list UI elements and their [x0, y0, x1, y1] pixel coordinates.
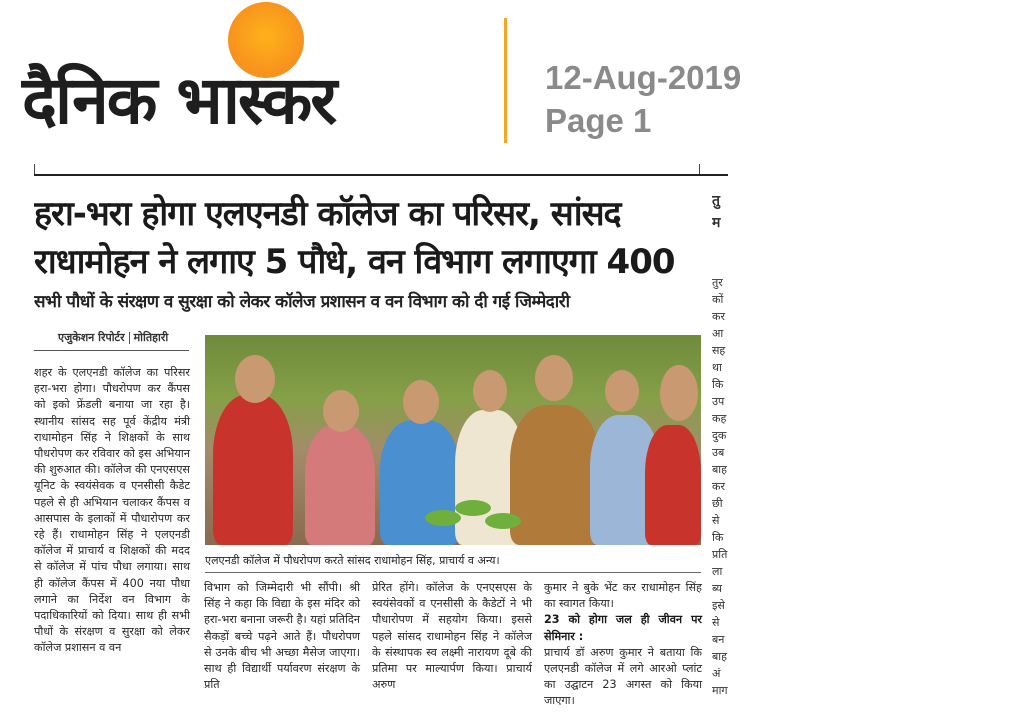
strip-line: कि: [712, 531, 724, 544]
photo-person: [213, 395, 293, 545]
strip-line: दुक: [712, 429, 727, 442]
strip-line: सह: [712, 344, 726, 357]
strip-line: छी: [712, 497, 723, 510]
col4-subhead: 23 को होगा जल ही जीवन पर सेमिनार :: [544, 613, 702, 643]
strip-lines: [712, 274, 732, 699]
article-subheadline: सभी पौधों के संरक्षण व सुरक्षा को लेकर कॉलेज प्रशासन व वन विभाग को दी गई जिम्मेदारी: [34, 292, 570, 312]
plant-leaf: [455, 500, 491, 516]
photo-person: [510, 405, 600, 545]
photo-head: [403, 380, 439, 424]
strip-line: से: [712, 514, 720, 527]
edition-date: 12-Aug-2019: [545, 59, 742, 96]
body-column-4: [544, 580, 702, 710]
strip-line: बाह: [712, 463, 727, 476]
photo-person: [645, 425, 701, 545]
photo-person: [380, 420, 460, 545]
strip-line: इसे: [712, 599, 725, 612]
headline-line-1: हरा-भरा होगा एलएनडी कॉलेज का परिसर, सांसद: [34, 194, 621, 234]
byline-place: मोतिहारी: [133, 331, 169, 344]
strip-line: कर: [712, 310, 725, 323]
byline-rule: [34, 350, 189, 351]
photo-head: [535, 355, 573, 401]
strip-line: उप: [712, 395, 725, 408]
strip-line: ला: [712, 565, 723, 578]
strip-line: अं: [712, 667, 721, 680]
strip-line: कह: [712, 412, 727, 425]
newspaper-logo: [22, 0, 472, 150]
edition-page: Page 1: [545, 102, 652, 139]
body-column-2: विभाग को जिम्मेदारी भी सौंपी। श्री सिंह ने कहा कि विद्या के इस मंदिर को हरा-भरा बनाना जरूरी है। यहां प्रतिदिन सैकड़ों बच्चे पढ़ने आते हैं। पौधरोपण से उनके बीच भी अच्छा मैसेज जाएगा। साथ ही विद्यार्थी पर्यावरण संरक्षण के प्रति: [204, 581, 360, 692]
column-tick: [34, 164, 35, 174]
strip-line: माग: [712, 684, 728, 697]
photo-person: [305, 425, 375, 545]
strip-line: बन: [712, 633, 725, 646]
col4-text-2: प्राचार्य डॉ अरुण कुमार ने बताया कि एलएनडी कॉलेज में लगे आरओ प्लांट का उद्घाटन 23 अगस्त को किया जाएगा।: [544, 645, 702, 708]
body-column-1: शहर के एलएनडी कॉलेज का परिसर हरा-भरा होगा। पौधरोपण कर कैंपस को इको फ्रेंडली बनाया जा रहा है। स्थानीय सांसद सह पूर्व केंद्रीय मंत्री राधामोहन सिंह ने शिक्षकों के साथ पौधरोपण कर रविवार को इस अभियान की शुरुआत की। कॉलेज की एनएसएस यूनिट के स्वयंसेवक व एनसीसी कैडेट पहले से ही अभियान चलाकर कैंपस व आसपास के इलाकों में पौधारोपण कर रहे हैं। राधामोहन सिंह ने एलएनडी कॉलेज में प्राचार्य व शिक्षकों की मदद से कॉलेज में पांच पौधा लगाया। साथ ही कॉलेज कैंपस में 400 नया पौधा लगाने का निर्देश वन विभाग के पदाधिकारियों को दिया। साथ ही सभी पौधों के संरक्षण व सुरक्षा को लेकर कॉलेज प्रशासन व वन: [34, 366, 190, 655]
byline-reporter: एजुकेशन रिपोर्टर: [58, 331, 125, 344]
headline-line-2: राधामोहन ने लगाए 5 पौधे, वन विभाग लगाएगा 400: [34, 242, 675, 282]
strip-head-2: म: [712, 215, 721, 231]
plant-leaf: [485, 513, 521, 529]
strip-line: उब: [712, 446, 725, 459]
caption-rule: [205, 572, 701, 573]
strip-line: था: [712, 361, 722, 374]
strip-line: तुर: [712, 276, 723, 289]
photo-caption: एलएनडी कॉलेज में पौधरोपण करते सांसद राधामोहन सिंह, प्राचार्य व अन्य।: [205, 554, 500, 567]
photo-head: [660, 365, 698, 421]
photo-head: [235, 355, 275, 403]
body-column-3: प्रेरित होंगे। कॉलेज के एनएसएस के स्वयंसेवकों व एनसीसी के कैडेटों ने भी पौधारोपण में सहयोग किया। इससे पहले सांसद राधामोहन सिंह ने कॉलेज के संस्थापक स्व लक्ष्मी नारायण दूबे की प्रतिमा पर माल्यार्पण किया। प्राचार्य अरुण: [372, 581, 532, 692]
strip-line: कों: [712, 293, 724, 306]
logo-text: दैनिक भास्कर: [22, 62, 336, 139]
strip-line: कि: [712, 378, 724, 391]
photo-head: [605, 370, 639, 412]
strip-line: प्रति: [712, 548, 728, 561]
article-headline: [34, 190, 724, 286]
strip-gap: [712, 234, 732, 274]
byline-separator: [129, 332, 130, 344]
strip-line: से: [712, 616, 720, 629]
strip-line: कर: [712, 480, 725, 493]
column-tick: [699, 164, 700, 174]
plant-leaf: [425, 510, 461, 526]
strip-head-1: तु: [712, 193, 720, 209]
strip-line: ब्य: [712, 582, 723, 595]
strip-line: बाह: [712, 650, 727, 663]
photo-head: [323, 390, 359, 432]
byline: [58, 330, 168, 345]
article-clipping: [34, 160, 728, 716]
strip-line: आ: [712, 327, 724, 340]
top-rule: [34, 174, 728, 176]
adjacent-article-strip: [712, 190, 732, 716]
masthead-divider: [504, 18, 507, 143]
photo-head: [473, 370, 507, 412]
col4-text-1: कुमार ने बुके भेंट कर राधामोहन सिंह का स्वागत किया।: [544, 581, 702, 611]
article-photo: [205, 335, 701, 545]
